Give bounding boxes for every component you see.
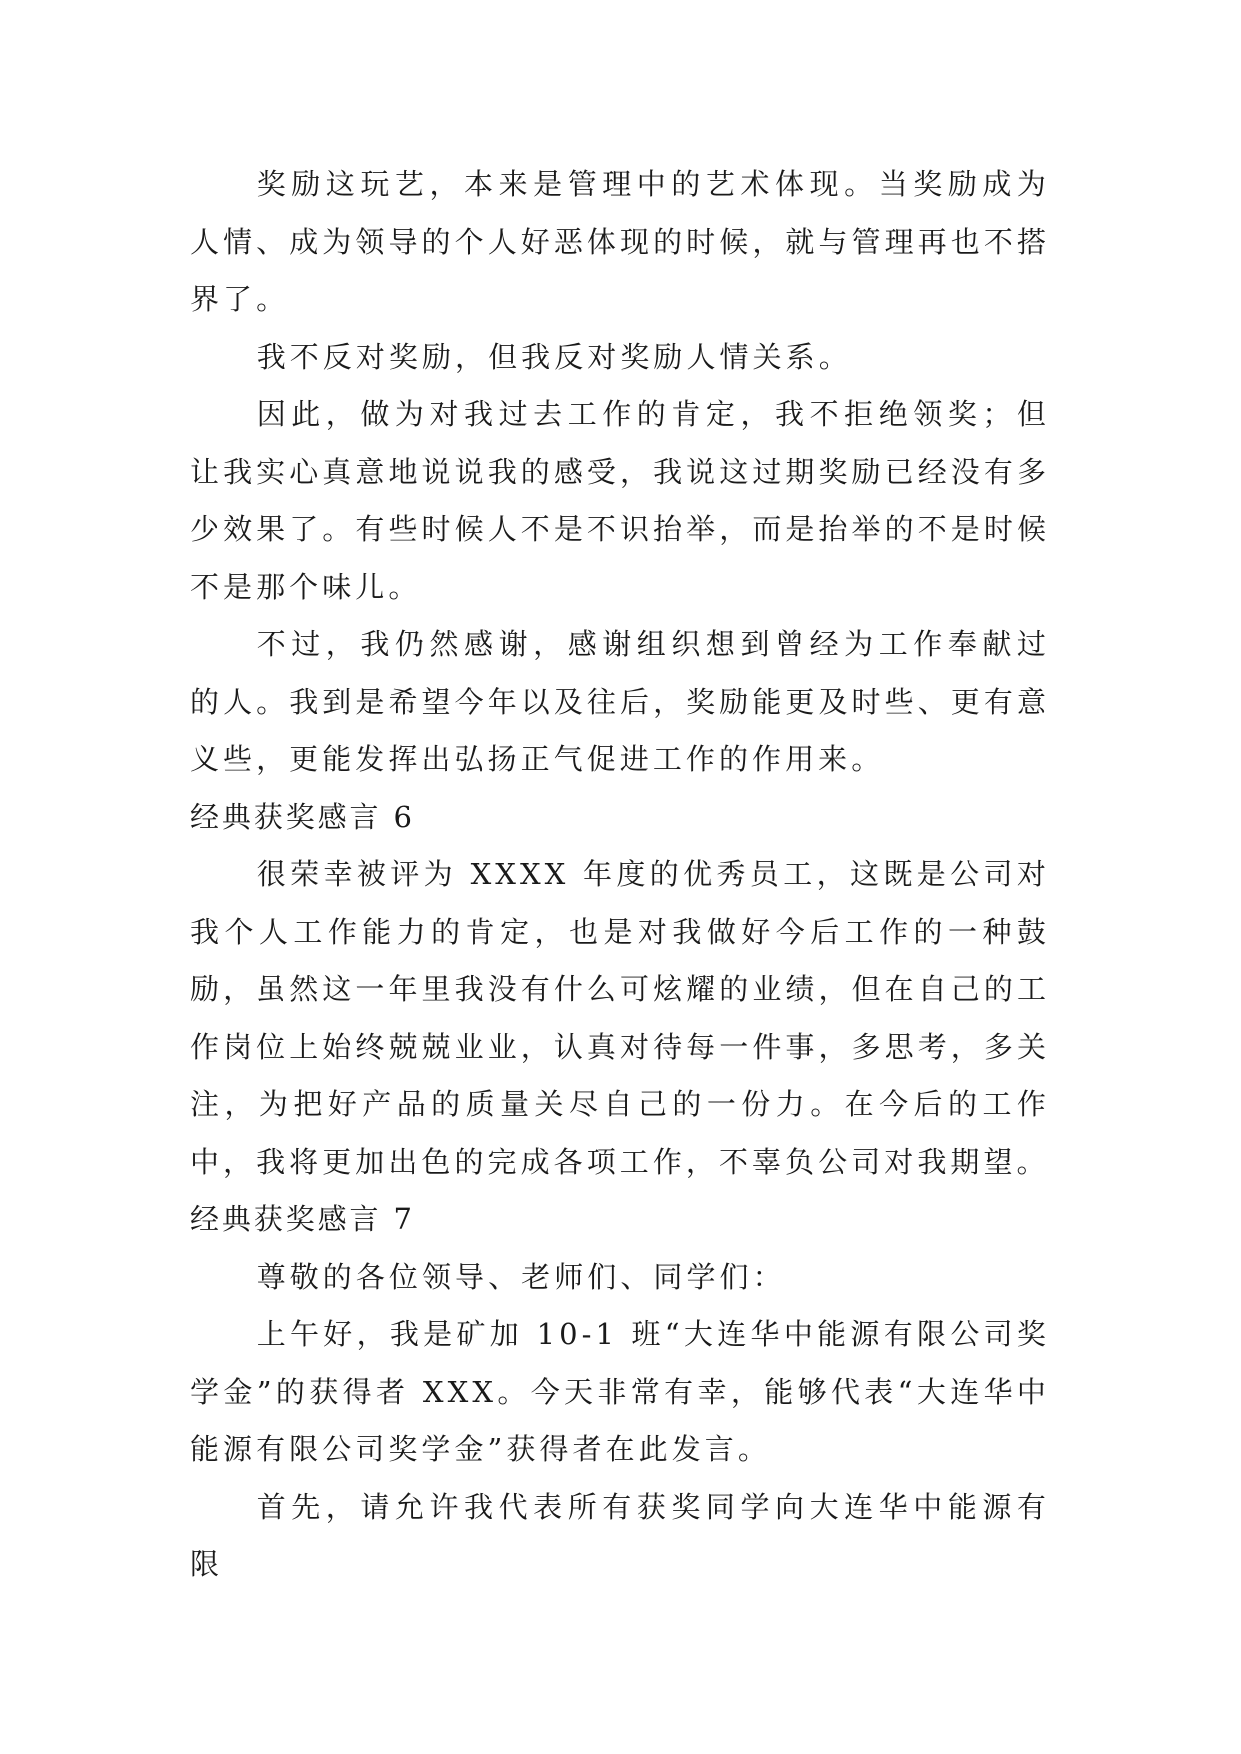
paragraph: 尊敬的各位领导、老师们、同学们： [256, 1259, 786, 1294]
paragraph: 很荣幸被评为 XXXX 年度的优秀员工，这既是公司对我个人工作能力的肯定，也是对我做好今后工作的一种鼓励，虽然这一年里我没有什么可炫耀的业绩，但在自己的工作岗位上始终兢兢业业，认真对待每一件事，多思考，多关注，为把好产品的质量关尽自己的一份力。在今后的工作中，我将更加出色的完成各项工作，不辜负公司对我期望。 [190, 857, 1050, 1179]
paragraph: 不过，我仍然感谢，感谢组织想到曾经为工作奉献过的人。我到是希望今年以及往后，奖励能更及时些、更有意义些，更能发挥出弘扬正气促进工作的作用来。 [190, 627, 1050, 776]
section-heading: 经典获奖感言 6 [190, 799, 415, 834]
paragraph: 奖励这玩艺，本来是管理中的艺术体现。当奖励成为人情、成为领导的个人好恶体现的时候，就与管理再也不搭界了。 [190, 167, 1050, 316]
paragraph: 因此，做为对我过去工作的肯定，我不拒绝领奖；但让我实心真意地说说我的感受，我说这过期奖励已经没有多少效果了。有些时候人不是不识抬举，而是抬举的不是时候不是那个味儿。 [190, 397, 1050, 604]
paragraph: 上午好，我是矿加 10-1 班“大连华中能源有限公司奖学金”的获得者 XXX。今天非常有幸，能够代表“大连华中能源有限公司奖学金”获得者在此发言。 [190, 1317, 1050, 1466]
paragraph: 首先，请允许我代表所有获奖同学向大连华中能源有限 [190, 1489, 1050, 1581]
paragraph: 我不反对奖励，但我反对奖励人情关系。 [256, 339, 852, 374]
section-heading: 经典获奖感言 7 [190, 1202, 415, 1236]
document-page [190, 156, 1050, 1594]
